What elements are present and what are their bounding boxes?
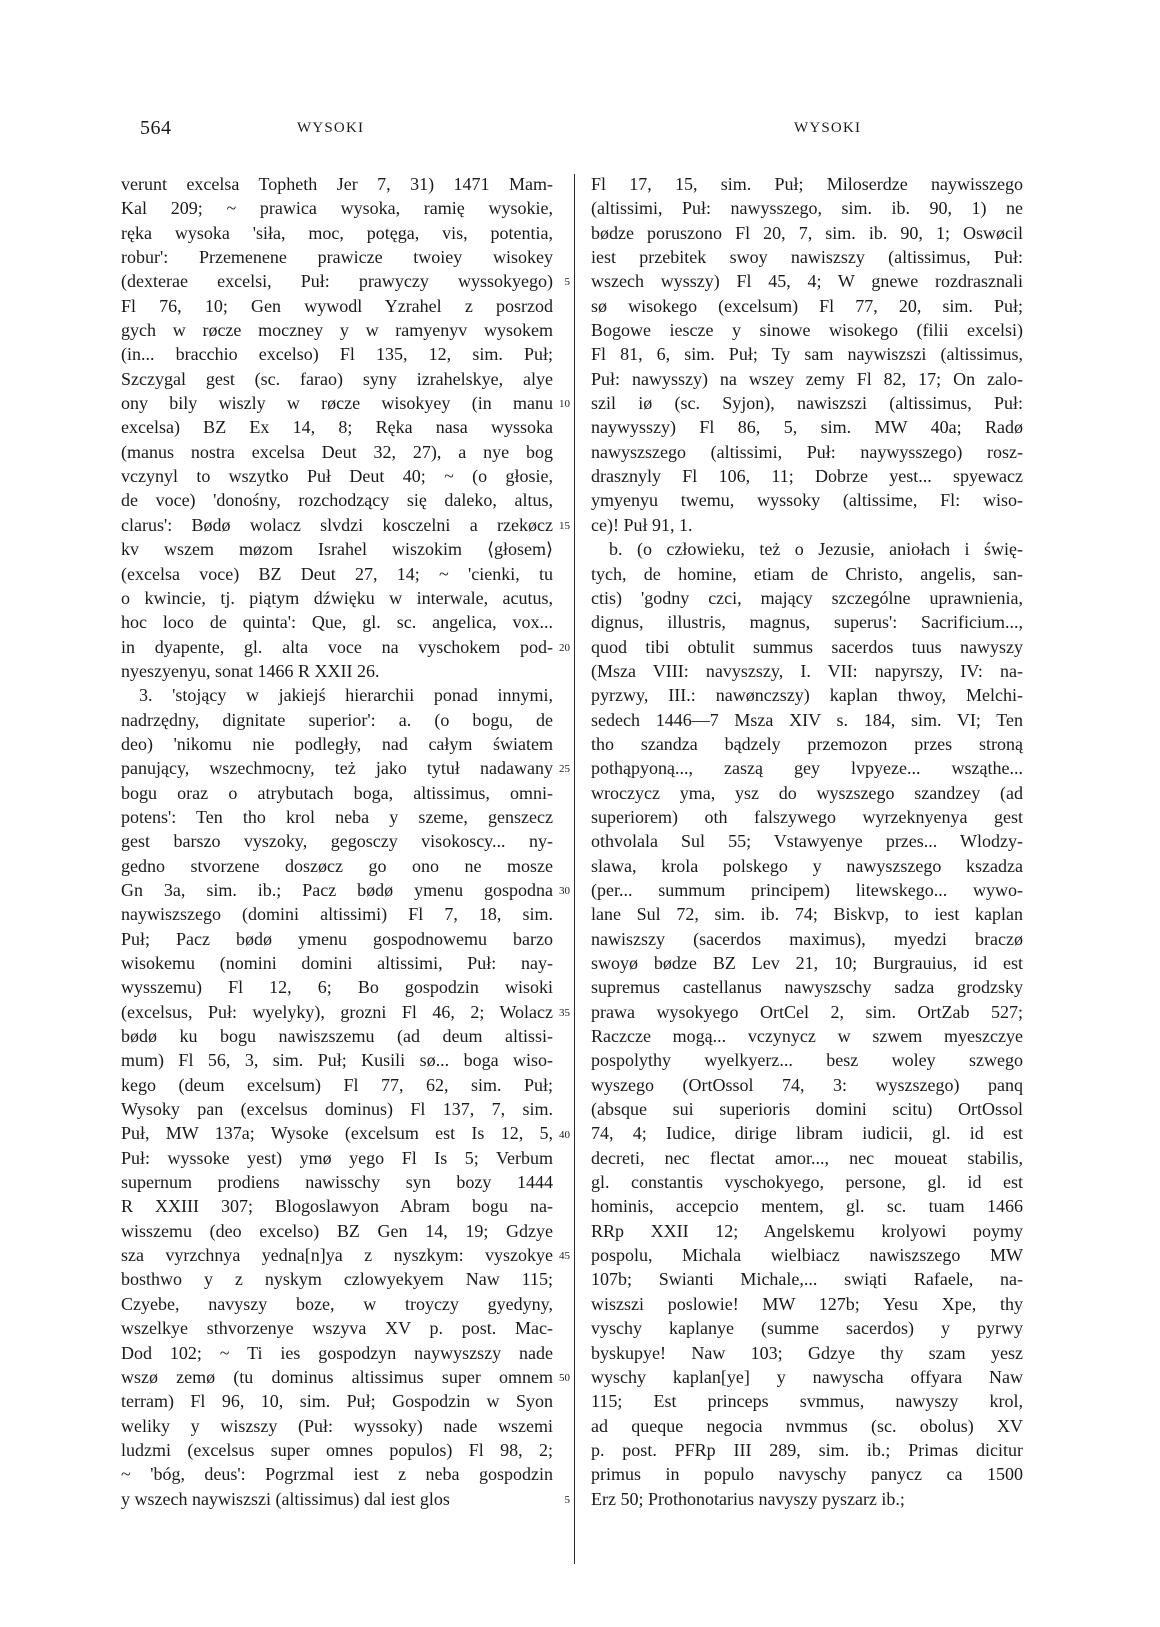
text-line: sø wisokego (excelsum) Fl 77, 20, sim. Puł;: [591, 295, 1023, 316]
text-line: quod tibi obtulit summus sacerdos tuus nawyszy: [591, 636, 1023, 657]
left-text-column: [121, 172, 553, 1511]
text-line: bødø ku bogu nawiszszemu (ad deum altissi-: [121, 1026, 553, 1047]
text-line: (excelsa voce) BZ Deut 27, 14; ~ 'cienki, tu: [121, 563, 553, 584]
text-line: bosthwo y z nyskym czlowyekyem Naw 115;: [121, 1269, 553, 1290]
text-line: wisszemu (deo excelso) BZ Gen 14, 19; Gdzye: [121, 1220, 553, 1241]
text-line: naywysszy) Fl 86, 5, sim. MW 40a; Radø: [591, 417, 1023, 438]
text-line: nawyszszego (altissimi, Puł: naywysszego) rosz-: [591, 441, 1023, 462]
text-line: bødze poruszono Fl 20, 7, sim. ib. 90, 1; Oswøcil: [591, 222, 1023, 243]
text-line: (in... bracchio excelso) Fl 135, 12, sim. Puł;: [121, 344, 553, 365]
text-line: Dod 102; ~ Ti ies gospodzyn naywyszszy nade: [121, 1342, 553, 1363]
text-line: R XXIII 307; Blogoslawyon Abram bogu na-: [121, 1196, 553, 1217]
text-line: Puł: wyssoke yest) ymø yego Fl Is 5; Verbum: [121, 1147, 553, 1168]
text-line: (per... summum principem) litewskego... wywo-: [591, 879, 1023, 900]
text-line: pyrzwy, III.: nawønczszy) kaplan thwoy, Melchi-: [591, 685, 1023, 706]
text-line: ręka wysoka 'siła, moc, potęga, vis, potentia,: [121, 222, 553, 243]
line-number: 25: [559, 763, 570, 776]
text-line: Czyebe, navyszy boze, w troyczy gyedyny,: [121, 1293, 553, 1314]
text-line: (manus nostra excelsa Deut 32, 27), a nye bog: [121, 441, 553, 462]
running-head-right: WYSOKI: [794, 120, 862, 136]
line-number: 35: [559, 1006, 570, 1019]
text-line: iest przebitek swoy nawiszszy (altissimus, Puł:: [591, 247, 1023, 268]
text-line: (Msza VIII: navyszszy, I. VII: napyrszy, IV: na-: [591, 660, 1023, 681]
text-line: nawiszszy (sacerdos maximus), myedzi braczø: [591, 928, 1023, 949]
text-line: decreti, nec flectat amor..., nec moueat stabilis,: [591, 1147, 1023, 1168]
text-line: (excelsus, Puł: wyelyky), grozni Fl 46, 2; Wolacz: [121, 1001, 553, 1022]
right-text-column: [591, 172, 1023, 1511]
text-line: dignus, illustris, magnus, superus': Sacrificium...,: [591, 612, 1023, 633]
text-line: (dexterae excelsi, Puł: prawyczy wyssokyego): [121, 271, 553, 292]
text-line: drasznyly Fl 106, 11; Dobrze yest... spyewacz: [591, 466, 1023, 487]
text-line: slawa, krola polskego y nawyszszego kszadza: [591, 855, 1023, 876]
text-line: Erz 50; Prothonotarius navyszy pyszarz ib.;: [591, 1488, 905, 1509]
text-line: Fl 81, 6, sim. Puł; Ty sam naywiszszi (altissimus,: [591, 344, 1023, 365]
text-line: Wysoky pan (excelsus dominus) Fl 137, 7, sim.: [121, 1099, 553, 1120]
text-line: 115; Est princeps svmmus, nawyszy krol,: [591, 1391, 1023, 1412]
text-line: gest barszo vyszoky, gegosczy visokoscy... ny-: [121, 831, 553, 852]
text-line: weliky y wiszszy (Puł: wyssoky) nade wszemi: [121, 1415, 553, 1436]
text-line: b. (o człowieku, też o Jezusie, aniołach i świę-: [609, 539, 1023, 560]
text-line: wisokemu (nomini domini altissimi, Puł: nay-: [121, 953, 553, 973]
text-line: lane Sul 72, sim. ib. 74; Biskvp, to iest kaplan: [591, 904, 1023, 925]
text-line: excelsa) BZ Ex 14, 8; Ręka nasa wyssoka: [121, 417, 553, 438]
text-line: RRp XXII 12; Angelskemu krolyowi poymy: [591, 1220, 1023, 1241]
text-line: pospolythy wyelkyerz... besz woley szwego: [591, 1050, 1023, 1071]
line-number: 40: [559, 1128, 570, 1141]
text-line: de voce) 'donośny, rozchodzący się daleko, altus,: [121, 490, 553, 511]
text-line: ymyenyu twemu, wyssoky (altissime, Fl: wiso-: [591, 490, 1023, 511]
text-line: nadrzędny, dignitate superior': a. (o bogu, de: [121, 709, 553, 730]
text-line: mum) Fl 56, 3, sim. Puł; Kusili sø... boga wiso-: [121, 1050, 553, 1071]
text-line: wszelkye sthvorzenye wszyva XV p. post. Mac-: [121, 1318, 553, 1339]
text-line: pospolu, Michala wielbiacz nawiszszego MW: [591, 1245, 1023, 1266]
text-line: gych w røcze moczney y w ramyenyv wysokem: [121, 320, 553, 341]
text-line: vczynyl to wszytko Puł Deut 40; ~ (o głosie,: [121, 466, 553, 487]
text-line: kego (deum excelsum) Fl 77, 62, sim. Puł;: [121, 1074, 553, 1095]
text-line: Puł, MW 137a; Wysoke (excelsum est Is 12, 5,: [121, 1123, 553, 1144]
text-line: robur': Przemenene prawicze twoiey wisokey: [121, 247, 553, 268]
text-line: nyeszyenyu, sonat 1466 R XXII 26.: [121, 660, 380, 681]
text-line: sza vyrzchnya yedna[n]ya z nyszkym: vyszokye: [121, 1245, 553, 1266]
text-line: ludzmi (excelsus super omnes populos) Fl 98, 2;: [121, 1439, 553, 1460]
line-number: 30: [559, 885, 570, 898]
line-number-gutter: [556, 172, 570, 1582]
text-line: byskupye! Naw 103; Gdzye thy szam yesz: [591, 1342, 1023, 1363]
text-line: pothąpyoną..., zaszą gey lvpyeze... wsząthe...: [591, 758, 1023, 779]
text-line: wroczycz yma, ysz do wyszszego szandzey (ad: [591, 782, 1023, 803]
text-line: vyschy kaplanye (summe sacerdos) y pyrwy: [591, 1318, 1023, 1339]
text-line: in dyapente, gl. alta voce na vyschokem pod-: [121, 636, 553, 657]
text-line: wyschy kaplan[ye] y nawyscha offyara Naw: [591, 1366, 1023, 1387]
text-line: panujący, wszechmocny, też jako tytuł nadawany: [121, 758, 553, 779]
text-line: wszø zemø (tu dominus altissimus super omnem: [121, 1366, 553, 1387]
text-line: primus in populo navyschy panycz ca 1500: [591, 1464, 1023, 1485]
text-line: swoyø bødze BZ Lev 21, 10; Burgrauius, id est: [591, 953, 1023, 973]
text-line: sedech 1446—7 Msza XIV s. 184, sim. VI; Ten: [591, 709, 1023, 730]
text-line: verunt excelsa Topheth Jer 7, 31) 1471 Mam-: [121, 174, 553, 194]
line-number: 45: [559, 1250, 570, 1263]
text-line: p. post. PFRp III 289, sim. ib.; Primas dicitur: [591, 1439, 1023, 1460]
line-number: 50: [559, 1372, 570, 1385]
text-line: naywiszszego (domini altissimi) Fl 7, 18, sim.: [121, 904, 553, 925]
line-number: 20: [559, 641, 570, 654]
text-line: Fl 76, 10; Gen wywodl Yzrahel z posrzod: [121, 295, 553, 316]
text-line: (absque sui superioris domini scitu) OrtOssol: [591, 1099, 1023, 1120]
text-line: wyszego (OrtOssol 74, 3: wyszszego) panq: [591, 1074, 1023, 1095]
text-line: kv wszem møzom Israhel wiszokim ⟨głosem⟩: [121, 539, 553, 560]
text-line: (altissimi, Puł: nawysszego, sim. ib. 90, 1) ne: [591, 198, 1023, 219]
text-line: supremus castellanus nawyszschy sadza grodzsky: [591, 977, 1023, 998]
text-line: clarus': Bødø wolacz slvdzi kosczelni a rzekøcz: [121, 514, 553, 535]
line-number: 10: [559, 398, 570, 411]
page-header: [0, 117, 1160, 147]
text-line: gedno stvorzene doszøcz go ono ne mosze: [121, 855, 553, 876]
text-line: wiszszi poslowie! MW 127b; Yesu Xpe, thy: [591, 1293, 1023, 1314]
text-line: bogu oraz o atrybutach boga, altissimus, omni-: [121, 782, 553, 803]
text-line: supernum prodiens nawisschy syn bozy 1444: [121, 1172, 553, 1193]
text-line: y wszech naywiszszi (altissimus) dal iest glos: [121, 1488, 450, 1509]
text-line: Puł; Pacz bødø ymenu gospodnowemu barzo: [121, 928, 553, 949]
text-line: ce)! Puł 91, 1.: [591, 514, 693, 535]
text-line: tho szandza bądzely przemozon przes stroną: [591, 733, 1023, 754]
text-line: terram) Fl 96, 10, sim. Puł; Gospodzin w Syon: [121, 1391, 553, 1412]
text-line: tych, de homine, etiam de Christo, angelis, san-: [591, 563, 1023, 584]
line-number: 15: [559, 519, 570, 532]
text-line: wszech wysszy) Fl 45, 4; W gnewe rozdrasznali: [591, 271, 1023, 292]
text-line: othvolala Sul 55; Vstawyenye przes... Wlodzy-: [591, 831, 1023, 852]
text-line: Puł: nawysszy) na wszey zemy Fl 82, 17; On zalo-: [591, 368, 1023, 389]
text-line: ~ 'bóg, deus': Pogrzmal iest z neba gospodzin: [121, 1464, 553, 1485]
text-line: Szczygal gest (sc. farao) syny izrahelskye, alye: [121, 368, 553, 389]
text-line: deo) 'nikomu nie podległy, nad całym światem: [121, 733, 553, 754]
text-line: Bogowe iescze y sinowe wisokego (filii excelsi): [591, 320, 1023, 341]
running-head-left: WYSOKI: [297, 120, 365, 136]
text-line: wysszemu) Fl 12, 6; Bo gospodzin wisoki: [121, 977, 553, 998]
text-line: Fl 17, 15, sim. Puł; Miloserdze naywisszego: [591, 174, 1023, 194]
text-line: potens': Ten tho krol neba y szeme, genszecz: [121, 806, 553, 827]
column-divider: [574, 174, 575, 1564]
line-number: 5: [564, 1493, 570, 1506]
text-line: ad queque negocia nvmmus (sc. obolus) XV: [591, 1415, 1023, 1436]
line-number: 5: [564, 276, 570, 289]
text-line: szil iø (sc. Syjon), nawiszszi (altissimus, Puł:: [591, 393, 1023, 414]
text-line: 74, 4; Iudice, dirige libram iudicii, gl. id est: [591, 1123, 1023, 1144]
text-line: 107b; Swianti Michale,... swiąti Rafaele, na-: [591, 1269, 1023, 1290]
text-line: 3. 'stojący w jakiejś hierarchii ponad innymi,: [139, 685, 553, 706]
text-line: prawa wysokyego OrtCel 2, sim. OrtZab 527;: [591, 1001, 1023, 1022]
text-line: Gn 3a, sim. ib.; Pacz bødø ymenu gospodna: [121, 879, 553, 900]
text-line: hoc loco de quinta': Que, gl. sc. angelica, vox...: [121, 612, 553, 633]
text-line: hominis, accepcio mentem, gl. sc. tuam 1466: [591, 1196, 1023, 1217]
text-line: Kal 209; ~ prawica wysoka, ramię wysokie,: [121, 198, 553, 219]
text-line: Raczcze mogą... vczynycz w szwem myeszczye: [591, 1026, 1023, 1047]
text-line: ony bily wiszly w røcze wisokyey (in manu: [121, 393, 553, 414]
page-number: 564: [140, 117, 172, 139]
text-line: superiorem) oth falszywego wyrzeknyenya gest: [591, 806, 1023, 827]
text-line: gl. constantis vyschokyego, persone, gl. id est: [591, 1172, 1023, 1193]
text-line: o kwincie, tj. piątym dźwięku w interwale, acutus,: [121, 587, 553, 608]
text-line: ctis) 'godny czci, mający szczególne uprawnienia,: [591, 587, 1023, 608]
